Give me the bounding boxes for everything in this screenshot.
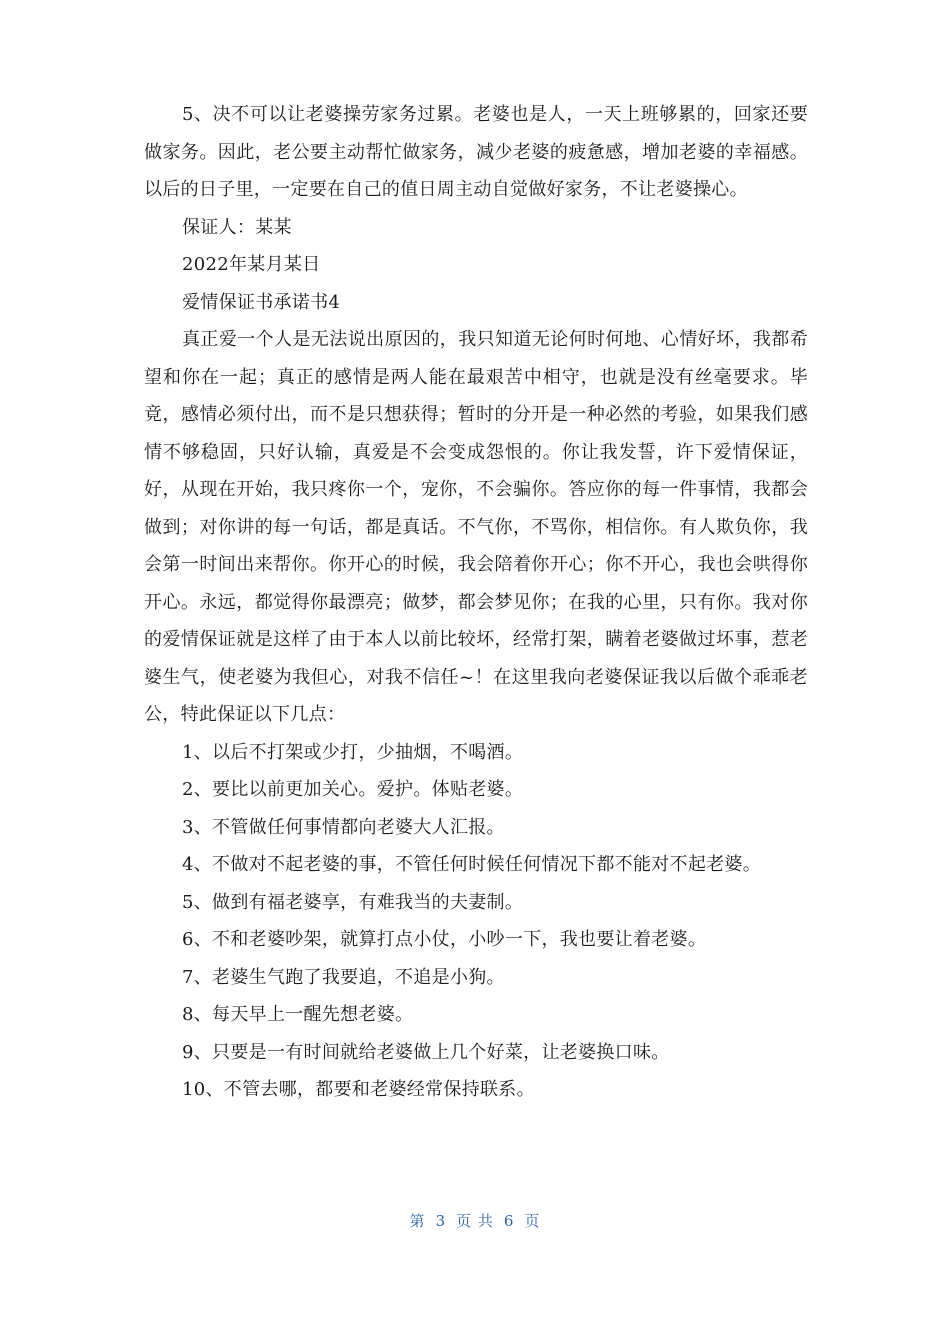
list-item: 7、老婆生气跑了我要追，不追是小狗。 xyxy=(182,966,505,988)
guarantor-line: 保证人：某某 xyxy=(182,216,292,238)
list-item: 3、不管做任何事情都向老婆大人汇报。 xyxy=(182,816,505,838)
footer-label-page: 第 xyxy=(409,1212,426,1230)
footer-current-page: 3 xyxy=(435,1212,447,1230)
footer-label-of: 页 共 xyxy=(456,1212,494,1230)
list-item: 8、每天早上一醒先想老婆。 xyxy=(182,1004,414,1025)
list-item: 2、要比以前更加关心。爱护。体贴老婆。 xyxy=(182,779,524,800)
footer-total-pages: 6 xyxy=(503,1212,515,1230)
section-title: 爱情保证书承诺书4 xyxy=(182,291,341,313)
list-item: 5、做到有福老婆享，有难我当的夫妻制。 xyxy=(182,891,524,913)
paragraph-housework: 5、决不可以让老婆操劳家务过累。老婆也是人，一天上班够累的，回家还要做家务。因此，老公要主动帮忙做家务，减少老婆的疲惫感，增加老婆的幸福感。以后的日子里，一定要在自己的值日周主动自觉做好家务，不让老婆操心。 xyxy=(144,104,808,200)
list-item: 9、只要是一有时间就给老婆做上几个好菜，让老婆换口味。 xyxy=(182,1041,670,1063)
paragraph-love-pledge: 真正爱一个人是无法说出原因的，我只知道无论何时何地、心情好坏，我都希望和你在一起；真正的感情是两人能在最艰苦中相守，也就是没有丝毫要求。毕竟，感情必须付出，而不是只想获得；暂时的分开是一种必然的考验，如果我们感情不够稳固，只好认输，真爱是不会变成怨恨的。你让我发誓，许下爱情保证，好，从现在开始，我只疼你一个，宠你，不会骗你。答应你的每一件事情，我都会做到；对你讲的每一句话，都是真话。不气你，不骂你，相信你。有人欺负你，我会第一时间出来帮你。你开心的时候，我会陪着你开心；你不开心，我也会哄得你开心。永远，都觉得你最漂亮；做梦，都会梦见你；在我的心里，只有你。我对你的爱情保证就是这样了由于本人以前比较坏，经常打架，瞒着老婆做过坏事，惹老婆生气，使老婆为我但心，对我不信任~！在这里我向老婆保证我以后做个乖乖老公，特此保证以下几点： xyxy=(144,329,808,725)
footer-label-pages: 页 xyxy=(524,1212,541,1230)
date-line: 2022年某月某日 xyxy=(182,254,321,275)
page-footer xyxy=(0,1210,950,1231)
list-item: 4、不做对不起老婆的事，不管任何时候任何情况下都不能对不起老婆。 xyxy=(182,854,762,875)
list-item: 10、不管去哪，都要和老婆经常保持联系。 xyxy=(182,1079,535,1100)
list-item: 1、以后不打架或少打，少抽烟，不喝酒。 xyxy=(182,741,524,763)
document-body xyxy=(144,96,808,1109)
list-item: 6、不和老婆吵架，就算打点小仗，小吵一下，我也要让着老婆。 xyxy=(182,929,707,950)
